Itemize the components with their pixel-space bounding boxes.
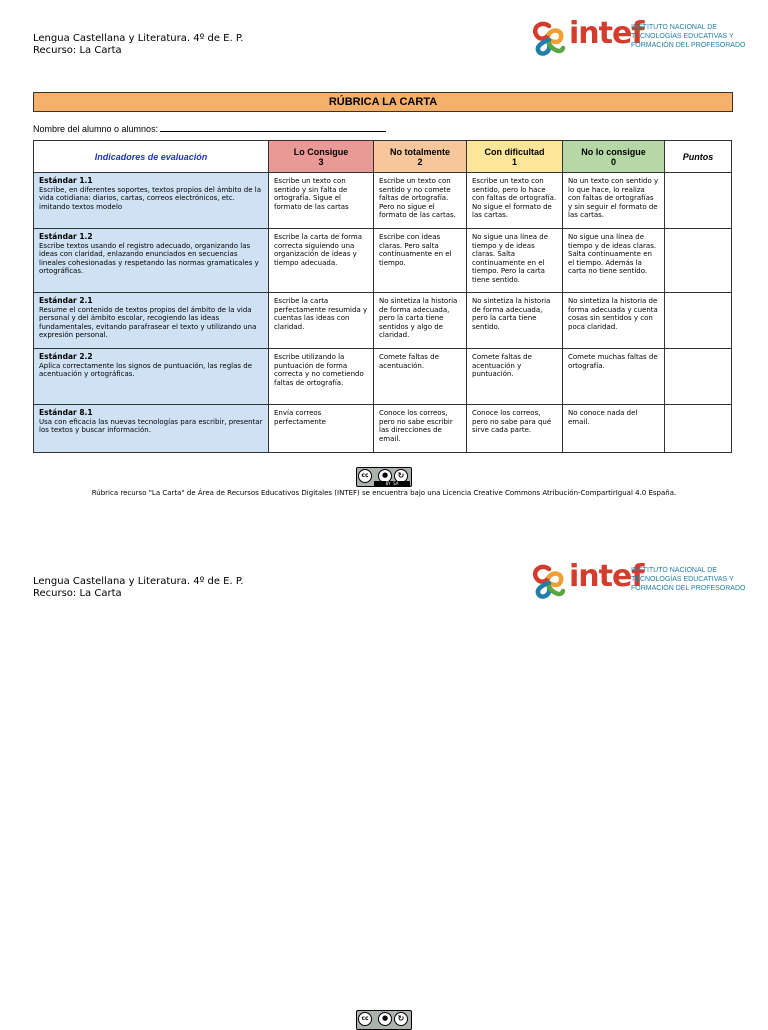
level-0-cell: No un texto con sentido y lo que hace, lo realiza con faltas de ortografías y sin seguir el formato de las cartas. [563, 173, 665, 229]
level-1-cell: Escribe un texto con sentido, pero lo hace con faltas de ortografía. No sigue el formato de las cartas. [467, 173, 563, 229]
level-header-2: No totalmente 2 [374, 141, 467, 173]
subject-text: Lengua Castellana y Literatura. 4º de E. P. [33, 33, 244, 44]
level-2-cell: Escribe con ideas claras. Pero salta continuamente en el tiempo. [374, 229, 467, 293]
resource-text: Recurso: La Carta [33, 45, 122, 56]
level-1-cell: Conoce los correos, pero no sabe para qué sirve cada parte. [467, 405, 563, 453]
license-text: Rúbrica recurso "La Carta" de Área de Recursos Educativos Digitales (INTEF) se encuentra bajo una Licencia Creative Commons Atribución-CompartirIgual 4.0 España. [91, 489, 677, 497]
level-3-cell: Escribe la carta perfectamente resumida y cuentas las ideas con claridad. [269, 293, 374, 349]
level-header-3: Lo Consigue 3 [269, 141, 374, 173]
student-name-line [160, 122, 386, 132]
level-0-cell: No sigue una línea de tiempo y de ideas claras. Salta continuamente en el tiempo. Además la carta no tiene sentido. [563, 229, 665, 293]
standard-cell: Estándar 1.2 Escribe textos usando el registro adecuado, organizando las ideas con claridad, enlazando enunciados en secuencias lineales cohesionadas y respetando las normas gramaticales y ortográficas. [34, 229, 269, 293]
points-cell[interactable] [665, 173, 732, 229]
level-2-cell: Comete faltas de acentuación. [374, 349, 467, 405]
points-cell[interactable] [665, 405, 732, 453]
standard-cell: Estándar 1.1 Escribe, en diferentes soportes, textos propios del ámbito de la vida cotidiana: diarios, cartas, correos electrónicos, etc. imitando textos modelo [34, 173, 269, 229]
document-header [33, 33, 243, 57]
table-row [34, 405, 732, 453]
creative-commons-by-sa-icon[interactable]: cc ● ↻ [356, 1010, 412, 1030]
standard-cell: Estándar 8.1 Usa con eficacia las nuevas tecnologías para escribir, presentar los textos y buscar información. [34, 405, 269, 453]
points-cell[interactable] [665, 293, 732, 349]
table-header-row [34, 141, 732, 173]
level-3-cell: Escribe utilizando la puntuación de forma correcta y no cometiendo faltas de ortografía. [269, 349, 374, 405]
level-0-cell: Comete muchas faltas de ortografía. [563, 349, 665, 405]
intef-wordmark: intef [569, 16, 644, 51]
intef-logo-icon [531, 563, 567, 599]
creative-commons-by-sa-icon[interactable]: cc ● ↻ BY SA [356, 467, 412, 487]
level-0-cell: No conoce nada del email. [563, 405, 665, 453]
level-1-cell: Comete faltas de acentuación y puntuación. [467, 349, 563, 405]
level-3-cell: Escribe la carta de forma correcta siguiendo una organización de ideas y tiempo adecuada. [269, 229, 374, 293]
points-cell[interactable] [665, 349, 732, 405]
table-row [34, 293, 732, 349]
institution-name: INSTITUTO NACIONAL DE TECNOLOGÍAS EDUCATIVAS Y FORMACIÓN DEL PROFESORADO [631, 24, 746, 49]
level-2-cell: Escribe un texto con sentido y no comete faltas de ortografía. Pero no sigue el formato de las cartas. [374, 173, 467, 229]
standard-cell: Estándar 2.1 Resume el contenido de textos propios del ámbito de la vida personal y del ámbito escolar, recogiendo las ideas fundamentales, evitando parafrasear el texto y utilizando una expresión personal. [34, 293, 269, 349]
points-header: Puntos [665, 141, 732, 173]
subject-text: Lengua Castellana y Literatura. 4º de E. P. [33, 576, 244, 587]
intef-logo [531, 559, 746, 599]
level-3-cell: Envía correos perfectamente [269, 405, 374, 453]
level-0-cell: No sintetiza la historia de forma adecuada y cuenta cosas sin sentidos y con poca claridad. [563, 293, 665, 349]
intef-logo [531, 16, 746, 56]
resource-text: Recurso: La Carta [33, 588, 122, 599]
level-header-1: Con dificultad 1 [467, 141, 563, 173]
table-row [34, 173, 732, 229]
rubric-title: RÚBRICA LA CARTA [33, 92, 733, 112]
table-row [34, 349, 732, 405]
level-3-cell: Escribe un texto con sentido y sin falta de ortografía. Sigue el formato de las cartas [269, 173, 374, 229]
institution-name: INSTITUTO NACIONAL DE TECNOLOGÍAS EDUCATIVAS Y FORMACIÓN DEL PROFESORADO [631, 567, 746, 592]
page2-header [33, 576, 243, 600]
intef-logo-icon [531, 20, 567, 56]
level-2-cell: No sintetiza la historia de forma adecuada, pero la carta tiene sentidos y algo de claridad. [374, 293, 467, 349]
standard-cell: Estándar 2.2 Aplica correctamente los signos de puntuación, las reglas de acentuación y ortográficas. [34, 349, 269, 405]
points-cell[interactable] [665, 229, 732, 293]
rubric-table [33, 140, 732, 453]
level-1-cell: No sintetiza la historia de forma adecuada, pero la carta tiene sentido. [467, 293, 563, 349]
level-2-cell: Conoce los correos, pero no sabe escribir las direcciones de email. [374, 405, 467, 453]
level-1-cell: No sigue una línea de tiempo y de ideas claras. Salta continuamente en el tiempo. Pero la carta tiene sentido. [467, 229, 563, 293]
student-name-label: Nombre del alumno o alumnos: [33, 124, 159, 134]
indicators-header: Indicadores de evaluación [34, 141, 269, 173]
table-row [34, 229, 732, 293]
student-name-field [33, 122, 386, 134]
level-header-0: No lo consigue 0 [563, 141, 665, 173]
intef-wordmark: intef [569, 559, 644, 594]
